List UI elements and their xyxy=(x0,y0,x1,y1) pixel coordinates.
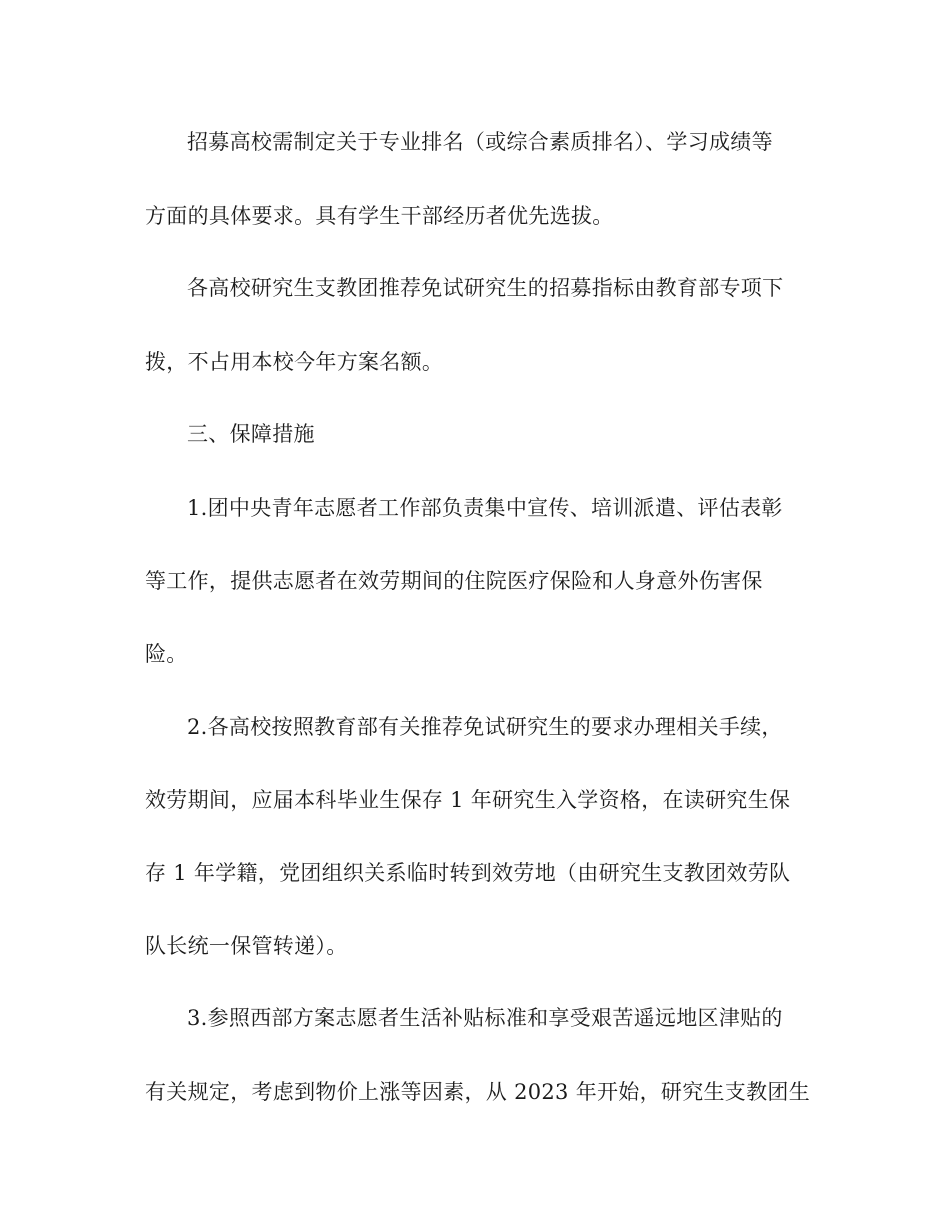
paragraph-line-7: 等工作，提供志愿者在效劳期间的住院医疗保险和人身意外伤害保 xyxy=(145,569,763,593)
paragraph-line-3: 各高校研究生支教团推荐免试研究生的招募指标由教育部专项下 xyxy=(187,276,784,300)
paragraph-line-4: 拨，不占用本校今年方案名额。 xyxy=(145,350,444,374)
paragraph-line-13: 3.参照西部方案志愿者生活补贴标准和享受艰苦遥远地区津贴的 xyxy=(187,1006,783,1030)
paragraph-line-8: 险。 xyxy=(145,642,188,666)
paragraph-line-6: 1.团中央青年志愿者工作部负责集中宣传、培训派遣、评估表彰 xyxy=(187,496,783,520)
paragraph-line-1: 招募高校需制定关于专业排名（或综合素质排名）、学习成绩等 xyxy=(187,130,773,154)
section-heading: 三、保障措施 xyxy=(187,422,315,446)
paragraph-line-9: 2.各高校按照教育部有关推荐免试研究生的要求办理相关手续， xyxy=(187,715,783,739)
paragraph-line-2: 方面的具体要求。具有学生干部经历者优先选拔。 xyxy=(145,204,614,228)
paragraph-line-11: 存 1 年学籍，党团组织关系临时转到效劳地（由研究生支教团效劳队 xyxy=(145,861,791,885)
paragraph-line-10: 效劳期间，应届本科毕业生保存 1 年研究生入学资格，在读研究生保 xyxy=(145,788,791,812)
paragraph-line-12: 队长统一保管转递）。 xyxy=(145,934,348,958)
paragraph-line-14: 有关规定，考虑到物价上涨等因素，从 2023 年开始，研究生支教团生 xyxy=(145,1080,810,1104)
